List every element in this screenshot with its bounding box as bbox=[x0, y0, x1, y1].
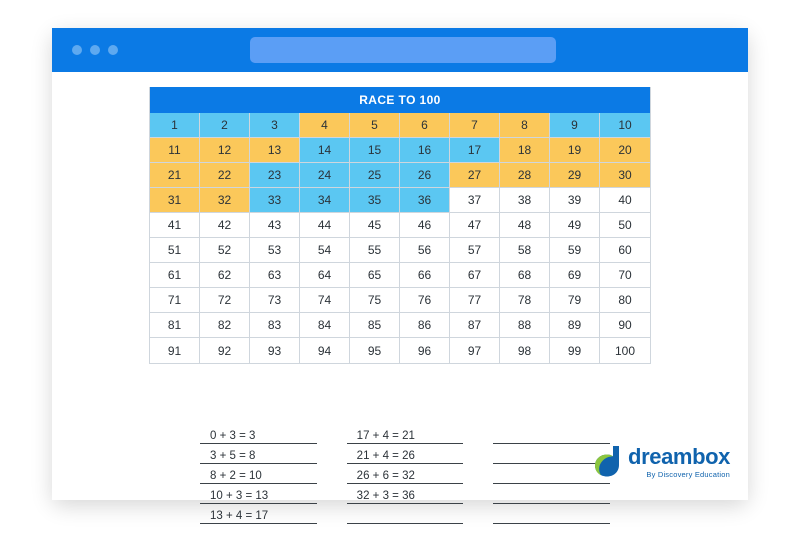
chart-cell[interactable]: 60 bbox=[600, 238, 650, 263]
chart-cell[interactable]: 2 bbox=[200, 113, 250, 138]
chart-cell[interactable]: 52 bbox=[200, 238, 250, 263]
chart-cell[interactable]: 6 bbox=[400, 113, 450, 138]
chart-cell[interactable]: 51 bbox=[150, 238, 200, 263]
chart-cell[interactable]: 37 bbox=[450, 188, 500, 213]
chart-cell[interactable]: 39 bbox=[550, 188, 600, 213]
chart-cell[interactable]: 56 bbox=[400, 238, 450, 263]
chart-cell[interactable]: 86 bbox=[400, 313, 450, 338]
chart-cell[interactable]: 4 bbox=[300, 113, 350, 138]
chart-cell[interactable]: 14 bbox=[300, 138, 350, 163]
chart-cell[interactable]: 98 bbox=[500, 338, 550, 363]
chart-cell[interactable]: 27 bbox=[450, 163, 500, 188]
chart-cell[interactable]: 48 bbox=[500, 213, 550, 238]
chart-cell[interactable]: 64 bbox=[300, 263, 350, 288]
chart-cell[interactable]: 95 bbox=[350, 338, 400, 363]
browser-titlebar bbox=[52, 28, 748, 72]
chart-cell[interactable]: 78 bbox=[500, 288, 550, 313]
chart-cell[interactable]: 47 bbox=[450, 213, 500, 238]
chart-cell[interactable]: 30 bbox=[600, 163, 650, 188]
chart-cell[interactable]: 80 bbox=[600, 288, 650, 313]
equation-line[interactable]: 26 + 6 = 32 bbox=[347, 464, 464, 484]
chart-cell[interactable]: 26 bbox=[400, 163, 450, 188]
chart-cell[interactable]: 10 bbox=[600, 113, 650, 138]
chart-cell[interactable]: 88 bbox=[500, 313, 550, 338]
chart-cell[interactable]: 18 bbox=[500, 138, 550, 163]
chart-cell[interactable]: 75 bbox=[350, 288, 400, 313]
equation-line[interactable]: 10 + 3 = 13 bbox=[200, 484, 317, 504]
equation-line[interactable]: 8 + 2 = 10 bbox=[200, 464, 317, 484]
chart-title: RACE TO 100 bbox=[150, 87, 650, 113]
dreambox-tagline: By Discovery Education bbox=[646, 469, 730, 479]
chart-cell[interactable]: 99 bbox=[550, 338, 600, 363]
chart-cell[interactable]: 65 bbox=[350, 263, 400, 288]
equation-column bbox=[347, 424, 464, 524]
equation-line[interactable] bbox=[493, 504, 610, 524]
chart-cell[interactable]: 87 bbox=[450, 313, 500, 338]
chart-cell[interactable]: 5 bbox=[350, 113, 400, 138]
chart-cell[interactable]: 54 bbox=[300, 238, 350, 263]
chart-cell[interactable]: 59 bbox=[550, 238, 600, 263]
page-content bbox=[52, 72, 748, 522]
equation-line[interactable] bbox=[493, 424, 610, 444]
dreambox-logo-icon bbox=[592, 444, 622, 478]
chart-cell[interactable]: 33 bbox=[250, 188, 300, 213]
chart-cell[interactable]: 91 bbox=[150, 338, 200, 363]
chart-cell[interactable]: 16 bbox=[400, 138, 450, 163]
equation-column bbox=[200, 424, 317, 524]
chart-cell[interactable]: 74 bbox=[300, 288, 350, 313]
chart-cell[interactable]: 12 bbox=[200, 138, 250, 163]
chart-cell[interactable]: 43 bbox=[250, 213, 300, 238]
chart-cell[interactable]: 76 bbox=[400, 288, 450, 313]
equation-line[interactable]: 21 + 4 = 26 bbox=[347, 444, 464, 464]
dreambox-logo bbox=[592, 444, 730, 478]
chart-cell[interactable]: 69 bbox=[550, 263, 600, 288]
chart-cell[interactable]: 29 bbox=[550, 163, 600, 188]
chart-cell[interactable]: 24 bbox=[300, 163, 350, 188]
window-controls bbox=[72, 45, 118, 55]
chart-cell[interactable]: 58 bbox=[500, 238, 550, 263]
chart-cell[interactable]: 97 bbox=[450, 338, 500, 363]
chart-cell[interactable]: 7 bbox=[450, 113, 500, 138]
chart-grid bbox=[150, 113, 650, 363]
chart-cell[interactable]: 45 bbox=[350, 213, 400, 238]
chart-cell[interactable]: 8 bbox=[500, 113, 550, 138]
chart-cell[interactable]: 40 bbox=[600, 188, 650, 213]
chart-cell[interactable]: 3 bbox=[250, 113, 300, 138]
browser-window bbox=[52, 28, 748, 522]
chart-cell[interactable]: 81 bbox=[150, 313, 200, 338]
chart-cell[interactable]: 96 bbox=[400, 338, 450, 363]
window-minimize-dot[interactable] bbox=[90, 45, 100, 55]
chart-cell[interactable]: 34 bbox=[300, 188, 350, 213]
chart-cell[interactable]: 85 bbox=[350, 313, 400, 338]
chart-cell[interactable]: 62 bbox=[200, 263, 250, 288]
chart-cell[interactable]: 53 bbox=[250, 238, 300, 263]
chart-cell[interactable]: 19 bbox=[550, 138, 600, 163]
chart-cell[interactable]: 83 bbox=[250, 313, 300, 338]
equation-line[interactable]: 3 + 5 = 8 bbox=[200, 444, 317, 464]
dreambox-logo-text bbox=[628, 443, 730, 479]
equation-line[interactable] bbox=[347, 504, 464, 524]
chart-cell[interactable]: 71 bbox=[150, 288, 200, 313]
chart-cell[interactable]: 15 bbox=[350, 138, 400, 163]
chart-cell[interactable]: 38 bbox=[500, 188, 550, 213]
equation-line[interactable] bbox=[493, 484, 610, 504]
chart-cell[interactable]: 50 bbox=[600, 213, 650, 238]
chart-cell[interactable]: 44 bbox=[300, 213, 350, 238]
chart-cell[interactable]: 28 bbox=[500, 163, 550, 188]
chart-cell[interactable]: 66 bbox=[400, 263, 450, 288]
chart-cell[interactable]: 93 bbox=[250, 338, 300, 363]
chart-cell[interactable]: 22 bbox=[200, 163, 250, 188]
chart-cell[interactable]: 25 bbox=[350, 163, 400, 188]
chart-cell[interactable]: 41 bbox=[150, 213, 200, 238]
chart-cell[interactable]: 36 bbox=[400, 188, 450, 213]
equation-line[interactable]: 0 + 3 = 3 bbox=[200, 424, 317, 444]
chart-cell[interactable]: 55 bbox=[350, 238, 400, 263]
chart-cell[interactable]: 57 bbox=[450, 238, 500, 263]
chart-cell[interactable]: 32 bbox=[200, 188, 250, 213]
chart-cell[interactable]: 13 bbox=[250, 138, 300, 163]
chart-cell[interactable]: 77 bbox=[450, 288, 500, 313]
chart-cell[interactable]: 46 bbox=[400, 213, 450, 238]
equation-line[interactable]: 13 + 4 = 17 bbox=[200, 504, 317, 524]
chart-cell[interactable]: 21 bbox=[150, 163, 200, 188]
chart-cell[interactable]: 63 bbox=[250, 263, 300, 288]
equation-lists bbox=[200, 424, 610, 524]
chart-cell[interactable]: 70 bbox=[600, 263, 650, 288]
chart-cell[interactable]: 20 bbox=[600, 138, 650, 163]
chart-cell[interactable]: 72 bbox=[200, 288, 250, 313]
chart-cell[interactable]: 94 bbox=[300, 338, 350, 363]
hundreds-chart bbox=[149, 87, 651, 364]
chart-cell[interactable]: 23 bbox=[250, 163, 300, 188]
equation-line[interactable]: 32 + 3 = 36 bbox=[347, 484, 464, 504]
chart-cell[interactable]: 89 bbox=[550, 313, 600, 338]
chart-cell[interactable]: 84 bbox=[300, 313, 350, 338]
chart-cell[interactable]: 11 bbox=[150, 138, 200, 163]
chart-cell[interactable]: 9 bbox=[550, 113, 600, 138]
chart-cell[interactable]: 17 bbox=[450, 138, 500, 163]
chart-cell[interactable]: 1 bbox=[150, 113, 200, 138]
chart-cell[interactable]: 82 bbox=[200, 313, 250, 338]
chart-cell[interactable]: 35 bbox=[350, 188, 400, 213]
address-bar[interactable] bbox=[250, 37, 556, 63]
chart-cell[interactable]: 42 bbox=[200, 213, 250, 238]
chart-cell[interactable]: 92 bbox=[200, 338, 250, 363]
chart-cell[interactable]: 61 bbox=[150, 263, 200, 288]
chart-cell[interactable]: 31 bbox=[150, 188, 200, 213]
chart-cell[interactable]: 68 bbox=[500, 263, 550, 288]
chart-cell[interactable]: 49 bbox=[550, 213, 600, 238]
equation-line[interactable]: 17 + 4 = 21 bbox=[347, 424, 464, 444]
chart-cell[interactable]: 67 bbox=[450, 263, 500, 288]
window-maximize-dot[interactable] bbox=[108, 45, 118, 55]
window-close-dot[interactable] bbox=[72, 45, 82, 55]
chart-cell[interactable]: 90 bbox=[600, 313, 650, 338]
dreambox-wordmark: dreambox bbox=[628, 443, 730, 469]
chart-cell[interactable]: 73 bbox=[250, 288, 300, 313]
chart-cell[interactable]: 100 bbox=[600, 338, 650, 363]
chart-cell[interactable]: 79 bbox=[550, 288, 600, 313]
